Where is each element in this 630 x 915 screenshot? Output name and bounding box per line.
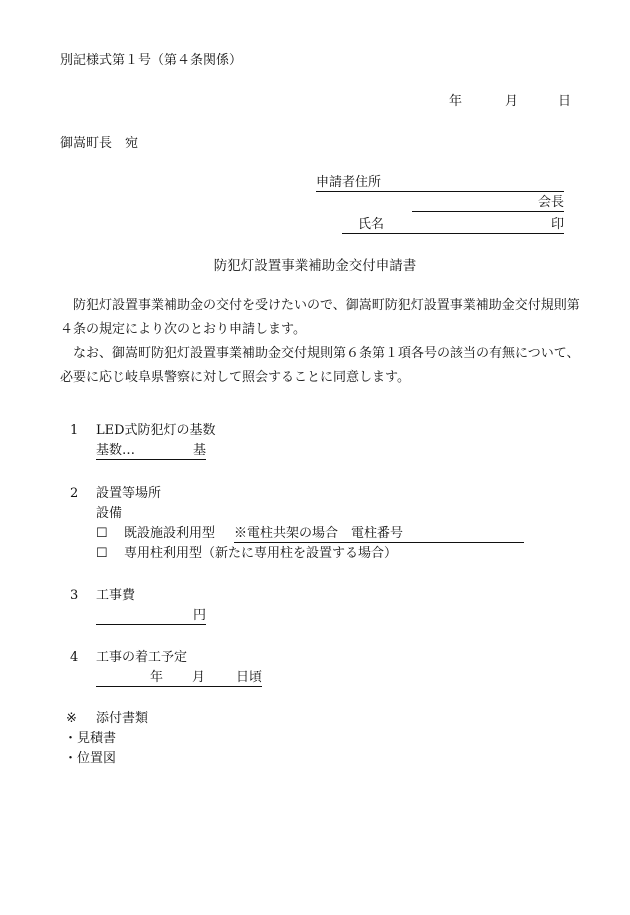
option1-pole-number-line xyxy=(234,526,524,543)
item1-label: LED式防犯灯の基数 xyxy=(96,423,216,438)
option2-checkbox[interactable]: ☐ xyxy=(96,546,108,561)
applicant-address-line xyxy=(316,175,564,192)
item4-number: 4 xyxy=(70,650,79,665)
applicant-address-label: 申請者住所 xyxy=(316,175,382,190)
item3-amount-line xyxy=(96,608,206,625)
item1-count-prefix: 基数… xyxy=(96,443,136,458)
item1-count-unit: 基 xyxy=(192,443,206,458)
item2-sub-label: 設備 xyxy=(96,506,123,521)
item3-unit: 円 xyxy=(192,608,206,623)
option2-label: 専用柱利用型（新たに専用柱を設置する場合） xyxy=(124,546,398,561)
document-title: 防犯灯設置事業補助金交付申請書 xyxy=(213,258,417,274)
attachments-heading: 添付書類 xyxy=(96,711,149,726)
date-month: 月 xyxy=(505,94,519,109)
body-text xyxy=(60,294,580,390)
addressee: 御嵩町長 宛 xyxy=(60,136,139,151)
option1-note: ※電柱共架の場合 電柱番号 xyxy=(234,526,404,541)
applicant-chair-label: 会長 xyxy=(537,195,564,210)
item3-number: 3 xyxy=(70,588,79,603)
item4-date-line xyxy=(96,670,262,687)
applicant-name-line xyxy=(342,217,564,234)
item2-label: 設置等場所 xyxy=(96,486,162,501)
date-day: 日 xyxy=(558,94,572,109)
body-paragraph-1: 防犯灯設置事業補助金の交付を受けたいので、御嵩町防犯灯設置事業補助金交付規則第４条の規定により次のとおり申請します。 xyxy=(60,298,580,337)
body-paragraph-2: なお、御嵩町防犯灯設置事業補助金交付規則第６条第１項各号の該当の有無について、必要に応じ岐阜県警察に対して照会することに同意します。 xyxy=(60,346,580,385)
seal-mark: 印 xyxy=(550,217,564,232)
form-number: 別記様式第１号（第４条関係） xyxy=(60,53,243,68)
item4-year: 年 xyxy=(150,670,164,685)
date-year: 年 xyxy=(449,94,463,109)
applicant-name-label: 氏名 xyxy=(358,217,385,232)
item4-day: 日頃 xyxy=(235,670,262,685)
option1-label: 既設施設利用型 xyxy=(124,526,216,541)
attachment-item: ・位置図 xyxy=(64,751,117,766)
item1-count-line xyxy=(96,443,206,460)
item4-month: 月 xyxy=(192,670,206,685)
applicant-chair-line xyxy=(412,195,564,212)
option1-checkbox[interactable]: ☐ xyxy=(96,526,108,541)
item4-label: 工事の着工予定 xyxy=(96,650,188,665)
item1-number: 1 xyxy=(70,423,79,438)
item2-number: 2 xyxy=(70,486,79,501)
item3-label: 工事費 xyxy=(96,588,136,603)
attachment-item: ・見積書 xyxy=(64,731,117,746)
attachments-mark: ※ xyxy=(66,711,77,726)
